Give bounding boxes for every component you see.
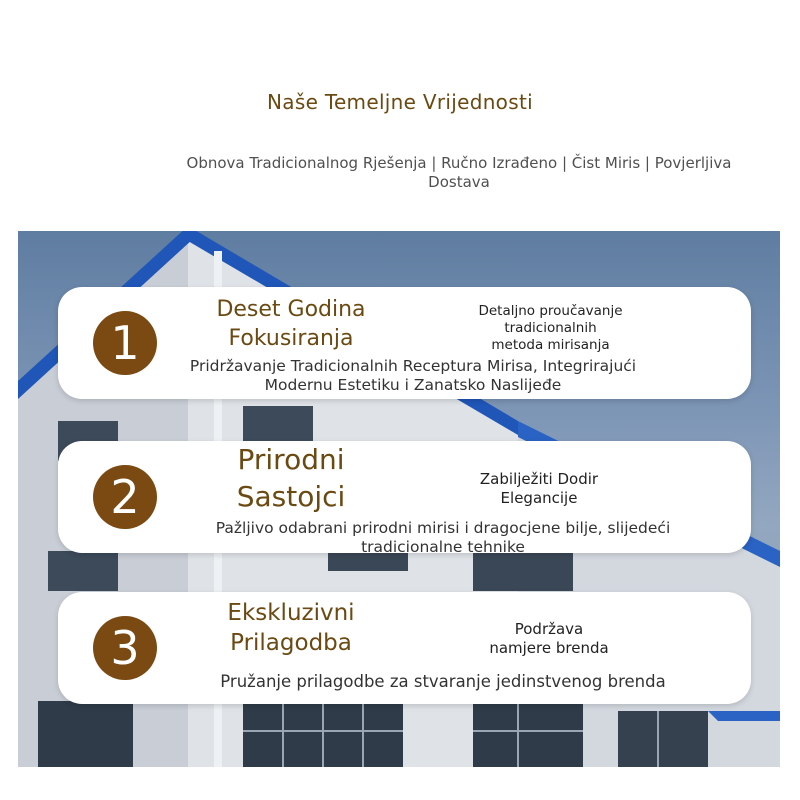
card-title-1 [198, 295, 384, 353]
value-card-3 [58, 592, 751, 704]
page-subtitle: Obnova Tradicionalnog Rješenja | Ručno Izrađeno | Čist Miris | Povjerljiva Dostava [186, 154, 732, 191]
card-desc-3-line1: Pružanje prilagodbe za stvaranje jedinstvenog brenda [220, 672, 666, 691]
number-badge-2: 2 [93, 465, 157, 529]
card-side-3-line2: namjere brenda [489, 639, 609, 657]
card-title-1-line2: Fokusiranja [228, 326, 354, 351]
value-card-1 [58, 287, 751, 399]
card-side-text-1 [463, 303, 638, 354]
card-title-1-line1: Deset Godina [216, 297, 366, 322]
card-title-3 [208, 598, 374, 658]
card-title-2-line2: Sastojci [236, 480, 346, 513]
card-desc-2-line2: tradicionalne tehnike [361, 538, 525, 556]
card-title-2 [208, 441, 374, 515]
card-side-text-3 [474, 620, 624, 658]
card-side-3-line1: Podržava [514, 620, 584, 638]
card-side-1-line3: metoda mirisanja [491, 337, 610, 353]
number-badge-1: 1 [93, 311, 157, 375]
card-description-3 [208, 672, 678, 691]
card-title-3-line2: Prilagodba [230, 630, 352, 656]
card-desc-2-line1: Pažljivo odabrani prirodni mirisi i dragocjene bilje, slijedeći [215, 519, 671, 537]
card-side-1-line2: tradicionalnih [504, 320, 597, 336]
card-title-2-line1: Prirodni [237, 443, 345, 476]
card-side-2-line1: Zabilježiti Dodir [479, 470, 599, 488]
page-title: Naše Temeljne Vrijednosti [267, 90, 533, 114]
card-side-2-line2: Elegancije [500, 489, 578, 507]
card-desc-1-line1: Pridržavanje Tradicionalnih Receptura Mirisa, Integrirajući [189, 357, 637, 375]
card-description-2 [208, 519, 678, 557]
number-badge-3: 3 [93, 616, 157, 680]
card-desc-1-line2: Modernu Estetiku i Zanatsko Naslijeđe [264, 376, 562, 394]
card-side-text-2 [458, 470, 620, 508]
value-card-2 [58, 441, 751, 556]
card-description-1 [178, 357, 648, 395]
card-side-1-line1: Detaljno proučavanje [478, 303, 623, 319]
card-title-3-line1: Ekskluzivni [227, 600, 355, 626]
